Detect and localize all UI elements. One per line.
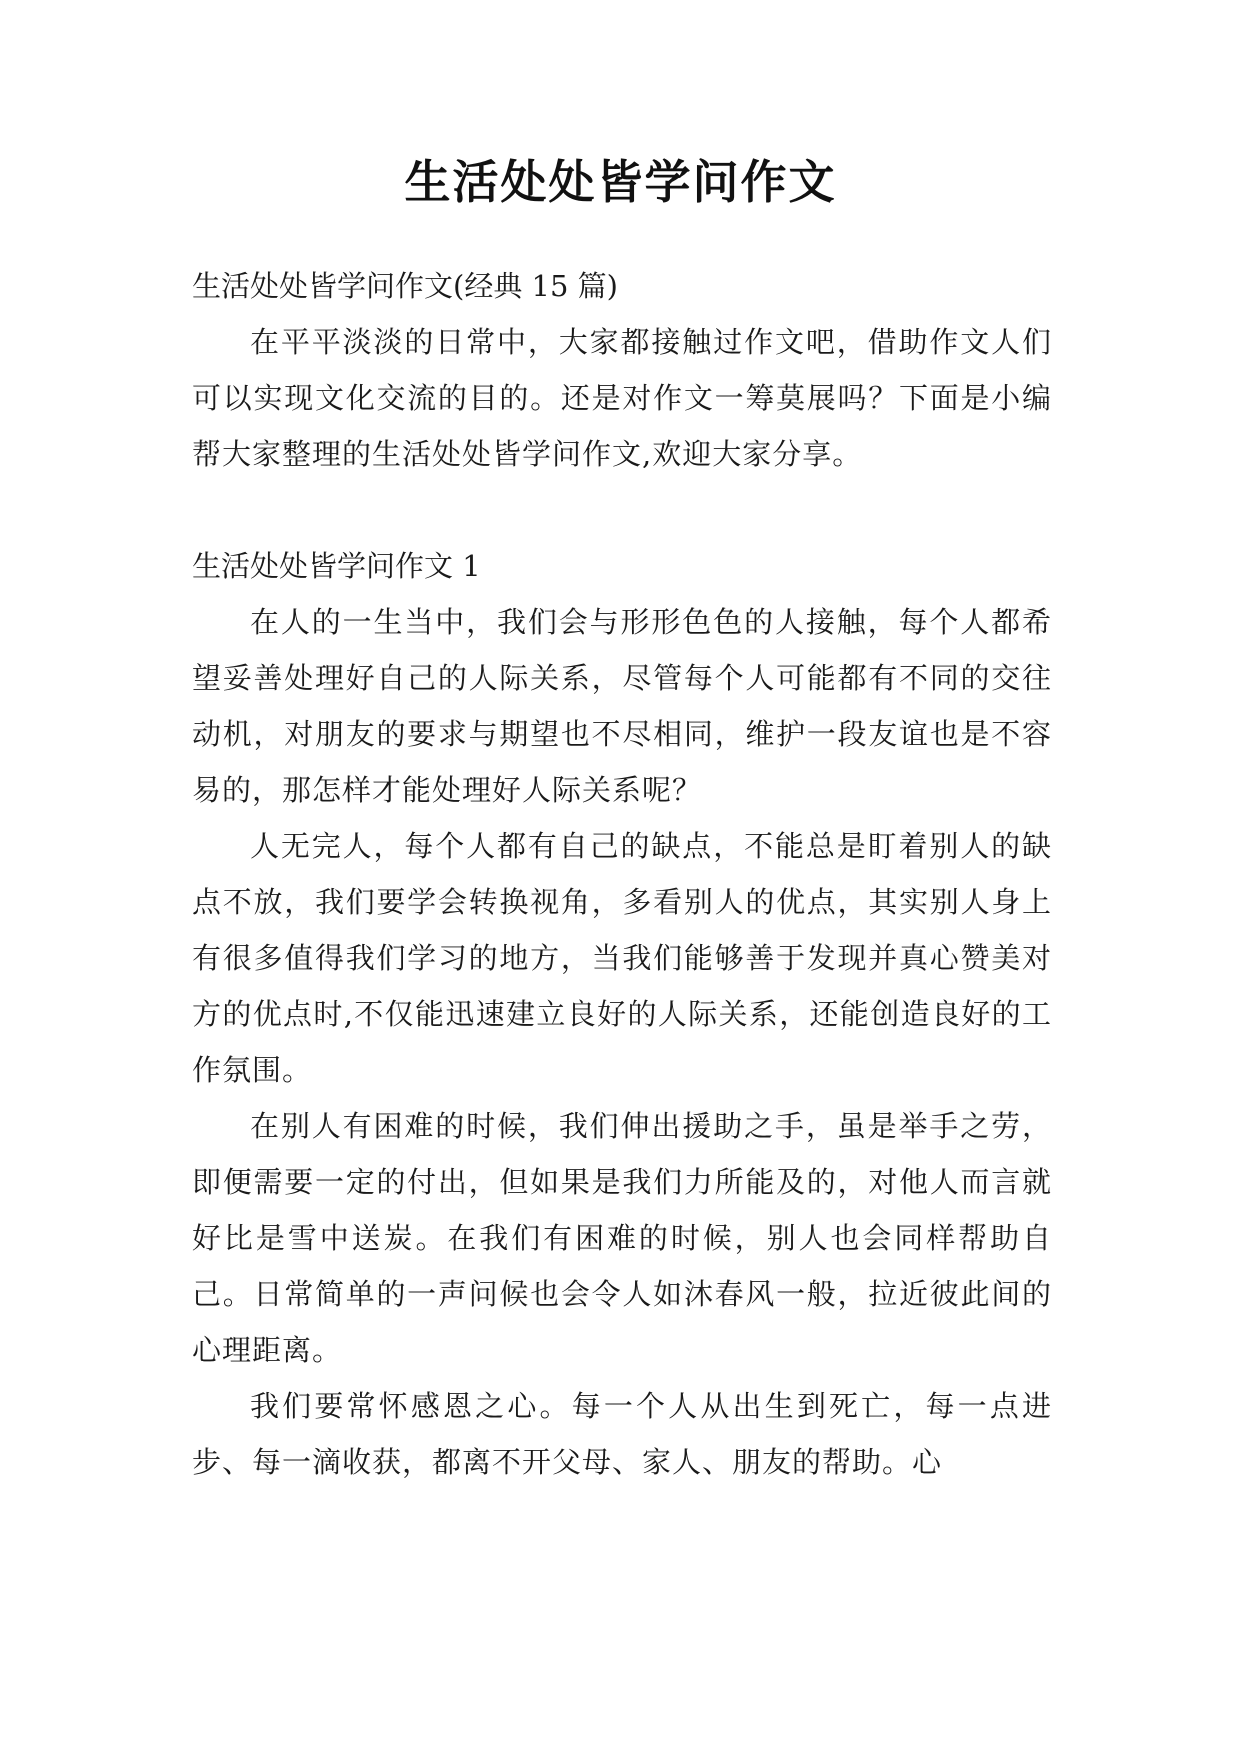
section-heading: 生活处处皆学问作文 1 xyxy=(192,549,481,583)
section-gap xyxy=(192,482,1052,538)
body-paragraph: 我们要常怀感恩之心。每一个人从出生到死亡，每一点进步、每一滴收获，都离不开父母、家人、朋友的帮助。心 xyxy=(192,1389,1052,1479)
intro-paragraph: 在平平淡淡的日常中，大家都接触过作文吧，借助作文人们可以实现文化交流的目的。还是对作文一筹莫展吗？下面是小编帮大家整理的生活处处皆学问作文,欢迎大家分享。 xyxy=(192,325,1052,471)
body-paragraph: 在人的一生当中，我们会与形形色色的人接触，每个人都希望妥善处理好自己的人际关系，尽管每个人可能都有不同的交往动机，对朋友的要求与期望也不尽相同，维护一段友谊也是不容易的，那怎样才能处理好人际关系呢？ xyxy=(192,605,1052,807)
body-paragraph: 人无完人，每个人都有自己的缺点，不能总是盯着别人的缺点不放，我们要学会转换视角，多看别人的优点，其实别人身上有很多值得我们学习的地方，当我们能够善于发现并真心赞美对方的优点时,不仅能迅速建立良好的人际关系，还能创造良好的工作氛围。 xyxy=(192,829,1052,1087)
document-title: 生活处处皆学问作文 xyxy=(404,155,837,209)
document-body xyxy=(192,258,1052,1490)
body-paragraph: 在别人有困难的时候，我们伸出援助之手，虽是举手之劳，即便需要一定的付出，但如果是我们力所能及的，对他人而言就好比是雪中送炭。在我们有困难的时候，别人也会同样帮助自己。日常简单的一声问候也会令人如沐春风一般，拉近彼此间的心理距离。 xyxy=(192,1109,1052,1367)
intro-heading: 生活处处皆学问作文(经典 15 篇) xyxy=(192,269,618,303)
